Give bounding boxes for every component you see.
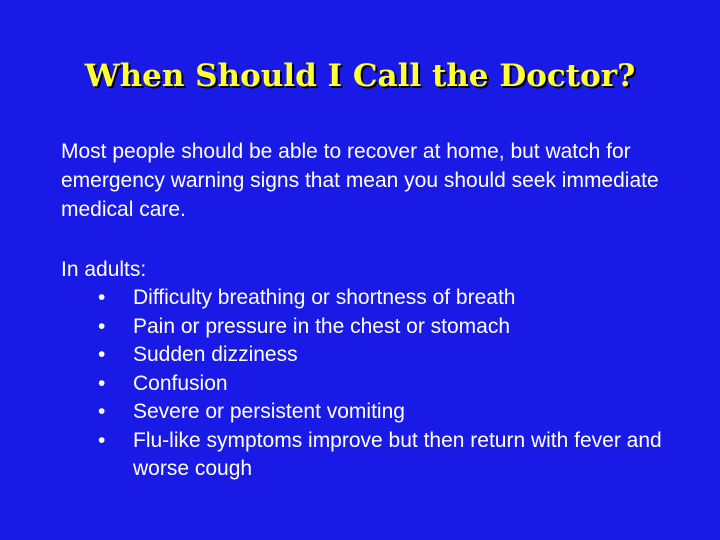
bullet-text: Pain or pressure in the chest or stomach (133, 314, 511, 338)
bullet-icon: • (98, 400, 106, 423)
bullet-icon: • (98, 343, 106, 366)
bullet-text: Confusion (133, 371, 228, 395)
bullet-icon: • (98, 314, 106, 338)
bullet-item (0, 370, 673, 399)
bullet-item (0, 427, 673, 484)
bullet-item (0, 398, 673, 427)
bullet-text: Severe or persistent vomiting (133, 400, 405, 423)
bullet-text: Sudden dizziness (133, 343, 298, 366)
bullet-text: Flu-like symptoms improve but then return with fever and worse cough (133, 428, 662, 480)
bullet-item (0, 313, 673, 342)
intro-paragraph: Most people should be able to recover at home, but watch for emergency warning signs that mean you should seek immediate medical care. (61, 140, 659, 221)
section-label: In adults: (61, 258, 147, 281)
bullet-icon: • (98, 371, 106, 395)
bullet-item (0, 341, 673, 370)
bullet-text: Difficulty breathing or shortness of breath (133, 286, 516, 309)
slide-title: When Should I Call the Doctor? (84, 58, 636, 94)
bullet-list (0, 284, 720, 484)
bullet-icon: • (98, 428, 106, 452)
bullet-icon: • (98, 286, 106, 309)
bullet-item (0, 284, 673, 313)
